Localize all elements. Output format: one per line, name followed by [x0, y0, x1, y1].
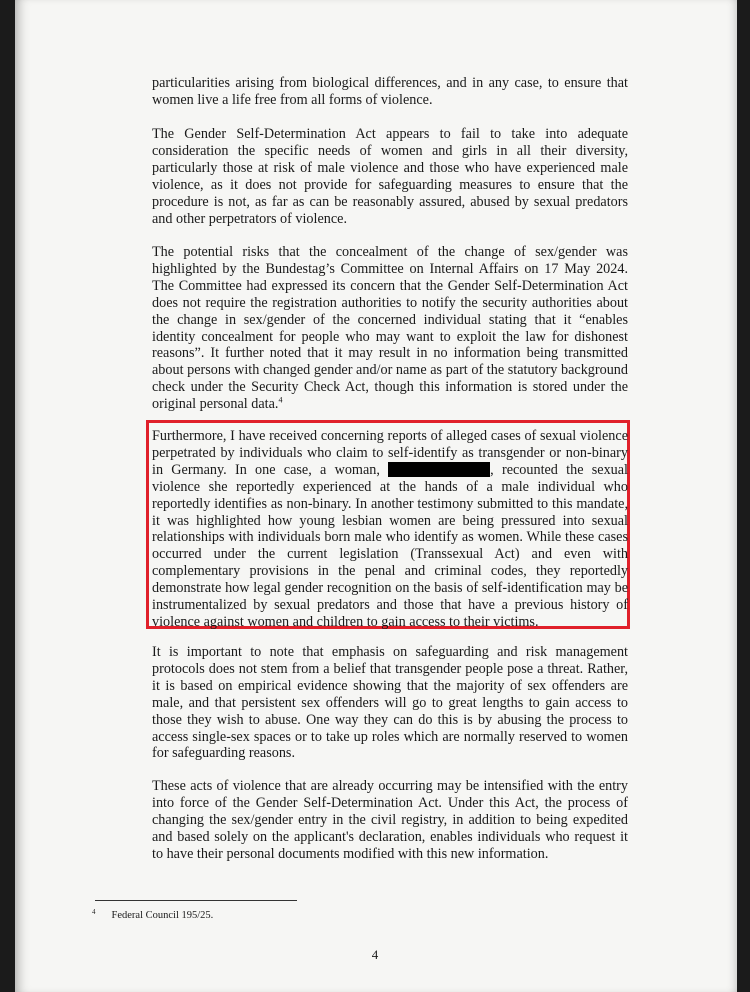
paragraph-2: The Gender Self-Determination Act appears to fail to take into adequate consideration the specific needs of women and girls in all their diversity, particularly those at risk of male violence and those who have experienced male violence, as it does not provide for safeguarding measures to ensure that the procedure is not, as far as can be reasonably assured, abused by sexual predators and other perpetrators of violence.	[152, 126, 628, 227]
footnote-divider	[95, 900, 297, 901]
footnote-marker: 4	[92, 908, 96, 916]
highlighted-text-start: Furthermore, I have received concerning reports of alleged cases of sexual violence perpetrated by individuals who claim to self-identify as transgender or non-binary in Germany. In one case, a woman,	[152, 428, 628, 478]
footnote	[92, 908, 213, 921]
paragraph-5: It is important to note that emphasis on safeguarding and risk management protocols does not stem from a belief that transgender people pose a threat. Rather, it is based on empirical evidence showing that the majority of sex offenders are male, and that persistent sex offenders will go to great lengths to gain access to those they wish to abuse. One way they can do this is by abusing the process to access single-sex spaces or to take up roles which are normally reserved to women for safeguarding reasons.	[152, 644, 628, 762]
paragraph-3	[152, 244, 628, 413]
footnote-text: Federal Council 195/25.	[111, 910, 214, 921]
paragraph-6: These acts of violence that are already occurring may be intensified with the entry into force of the Gender Self-Determination Act. Under this Act, the process of changing the sex/gender entry in the civil registry, in addition to being expedited and based solely on the applicant's declaration, enables individuals who request it to have their personal documents modified with this new information.	[152, 778, 628, 862]
highlighted-paragraph	[152, 428, 628, 631]
page-number: 4	[371, 947, 379, 962]
footnote-reference: 4	[278, 395, 283, 405]
highlighted-text-end: , recounted the sexual violence she reportedly experienced at the hands of a male individual who reportedly identifies as non-binary. In another testimony submitted to this mandate, it was highlighted how young lesbian women are being pressured into sexual relationships with individuals born male who identify as women. While these cases occurred under the current legislation (Transsexual Act) and even with complementary provisions in the penal and criminal codes, they reportedly demonstrate how legal gender recognition on the basis of self-identification may be instrumentalized by sexual predators and those that have a previous history of violence against women and children to gain access to their victims.	[152, 461, 628, 630]
paragraph-3-text: The potential risks that the concealment of the change of sex/gender was highlighted by the Bundestag’s Committee on Internal Affairs on 17 May 2024. The Committee had expressed its concern that the Gender Self-Determination Act does not require the registration authorities to notify the security authorities about the change in sex/gender of the concerned individual stating that it “enables identity concealment for people who may want to exploit the law for dishonest reasons”. It further noted that it may result in no information being transmitted about persons with changed gender and/or name as part of the statutory background check under the Security Check Act, though this information is stored under the original personal data.	[152, 244, 628, 413]
redaction-bar	[388, 462, 490, 477]
paragraph-1: particularities arising from biological differences, and in any case, to ensure that women live a life free from all forms of violence.	[152, 75, 628, 108]
